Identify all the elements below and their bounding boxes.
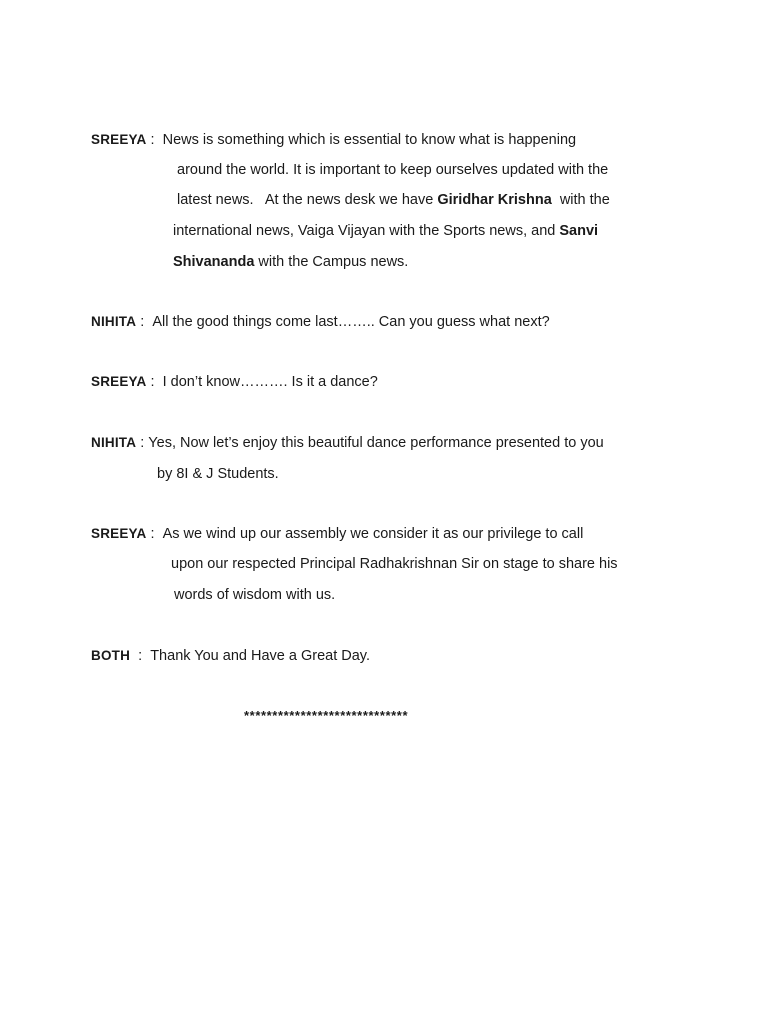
dialogue-text: with the Campus news. — [254, 254, 409, 270]
speaker-separator: : — [130, 648, 151, 664]
dialogue-line — [91, 647, 370, 665]
dialogue-line — [171, 555, 618, 573]
speaker-name: SREEYA — [91, 132, 147, 147]
dialogue-line — [91, 434, 604, 452]
dialogue-line — [177, 191, 610, 209]
speaker-name: SREEYA — [91, 526, 147, 541]
reporter-name: Sanvi — [559, 223, 599, 239]
end-separator: ***************************** — [244, 708, 409, 723]
speaker-separator: : — [146, 526, 163, 542]
dialogue-line — [91, 131, 576, 149]
reporter-name: Shivananda — [173, 254, 255, 270]
dialogue-text: As we wind up our assembly we consider it as our privilege to call — [162, 526, 584, 542]
speaker-name: SREEYA — [91, 374, 147, 389]
speaker-separator: : — [136, 435, 149, 451]
dialogue-text: with the — [551, 192, 610, 208]
dialogue-text: All the good things come last…….. Can you guess what next? — [152, 314, 550, 330]
dialogue-text: by 8I & J Students. — [157, 466, 279, 482]
dialogue-text: upon our respected Principal Radhakrishnan Sir on stage to share his — [171, 556, 618, 572]
dialogue-line — [173, 253, 408, 271]
dialogue-text: around the world. It is important to keep ourselves updated with the — [177, 162, 609, 178]
dialogue-line — [157, 465, 279, 483]
dialogue-text: I don’t know………. Is it a dance? — [162, 374, 378, 390]
reporter-name: Giridhar Krishna — [437, 192, 552, 208]
dialogue-line — [91, 313, 550, 331]
speaker-separator: : — [146, 132, 163, 148]
dialogue-line — [173, 222, 598, 240]
speaker-name: NIHITA — [91, 435, 137, 450]
speaker-separator: : — [146, 374, 163, 390]
dialogue-text: News is something which is essential to know what is happening — [162, 132, 577, 148]
dialogue-text: Thank You and Have a Great Day. — [150, 648, 370, 664]
dialogue-text: Yes, Now let’s enjoy this beautiful dance performance presented to you — [148, 435, 604, 451]
speaker-separator: : — [136, 314, 153, 330]
dialogue-line — [91, 525, 583, 543]
dialogue-line — [174, 586, 335, 604]
dialogue-line — [177, 161, 608, 179]
speaker-name: NIHITA — [91, 314, 137, 329]
speaker-name: BOTH — [91, 648, 131, 663]
dialogue-text: latest news. At the news desk we have — [177, 192, 438, 208]
dialogue-text: words of wisdom with us. — [174, 587, 336, 603]
dialogue-line — [91, 373, 378, 391]
dialogue-text: international news, Vaiga Vijayan with the Sports news, and — [173, 223, 560, 239]
